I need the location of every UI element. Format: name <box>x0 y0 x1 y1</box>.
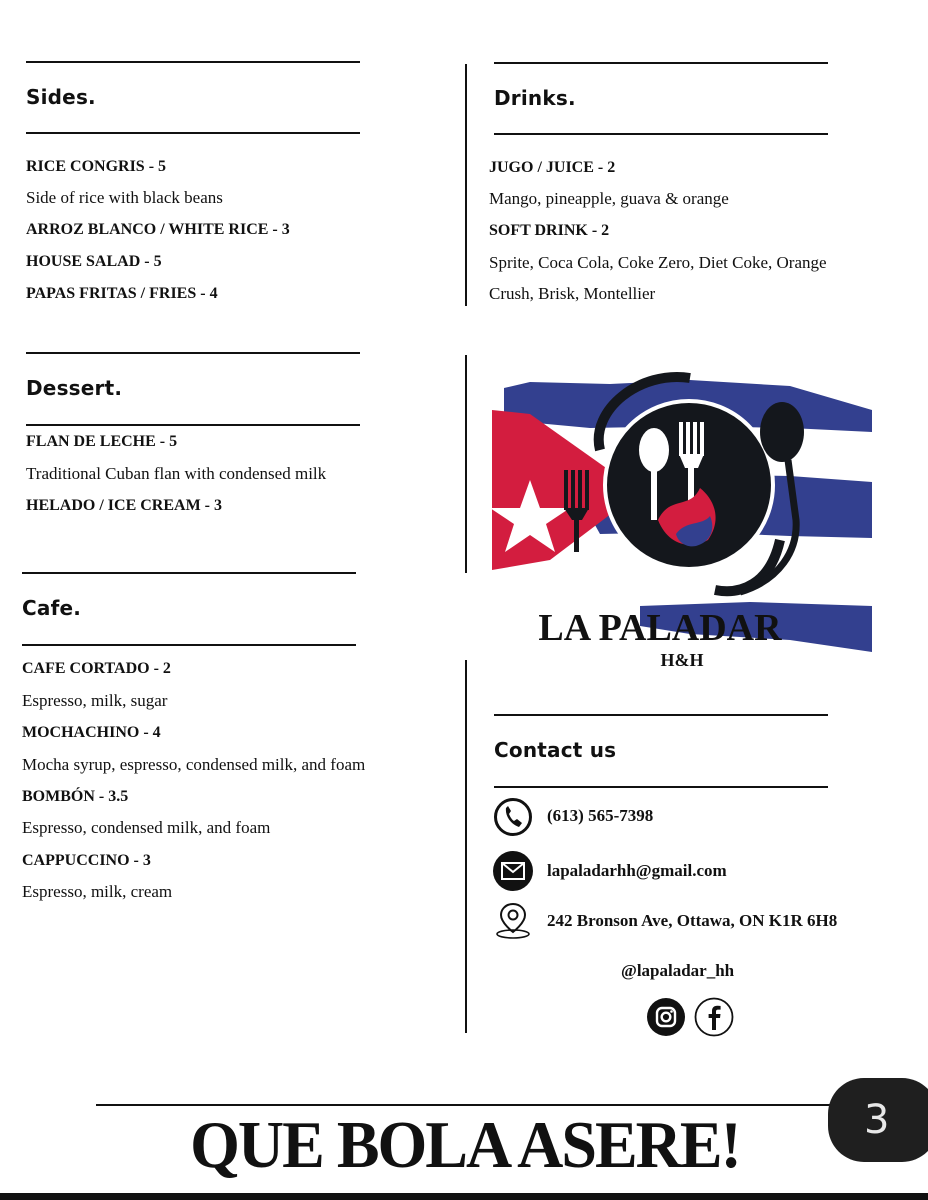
contact-email[interactable]: lapaladarhh@gmail.com <box>547 861 727 880</box>
contact-phone[interactable]: (613) 565-7398 <box>547 806 654 825</box>
inner-spoon-icon <box>639 428 669 472</box>
column-divider <box>465 64 467 306</box>
menu-item-name: PAPAS FRITAS / FRIES - 4 <box>26 285 218 302</box>
menu-item-description: Espresso, condensed milk, and foam <box>22 818 271 837</box>
menu-item-name: SOFT DRINK - 2 <box>489 222 610 239</box>
phone-icon <box>493 797 533 837</box>
menu-item-description: Espresso, milk, sugar <box>22 691 168 710</box>
menu-item-description: Espresso, milk, cream <box>22 882 173 901</box>
instagram-icon[interactable] <box>646 997 686 1037</box>
page-number-badge: 3 <box>828 1078 928 1162</box>
bottom-bar <box>0 1193 928 1200</box>
drinks-heading: Drinks. <box>494 86 576 110</box>
contact-top-rule <box>494 714 828 716</box>
footer-slogan: QUE BOLA ASERE! <box>190 1107 740 1182</box>
la-paladar-logo <box>490 370 875 670</box>
menu-item-description: Mango, pineapple, guava & orange <box>489 189 729 208</box>
dessert-bottom-rule <box>26 424 360 426</box>
dessert-heading: Dessert. <box>26 376 123 400</box>
menu-item-name: JUGO / JUICE - 2 <box>489 159 616 176</box>
contact-bottom-rule <box>494 786 828 788</box>
spoon-icon <box>760 402 804 462</box>
contact-heading: Contact us <box>494 738 617 762</box>
menu-item-name: CAFE CORTADO - 2 <box>22 660 171 677</box>
facebook-icon[interactable] <box>694 997 734 1037</box>
menu-item-name: ARROZ BLANCO / WHITE RICE - 3 <box>26 221 290 238</box>
menu-item-name: CAPPUCCINO - 3 <box>22 852 151 869</box>
column-divider <box>465 355 467 573</box>
menu-item-description: Crush, Brisk, Montellier <box>489 284 656 303</box>
cafe-heading: Cafe. <box>22 596 82 620</box>
menu-item-description: Traditional Cuban flan with condensed milk <box>26 464 327 483</box>
cafe-top-rule <box>22 572 356 574</box>
menu-item-description: Sprite, Coca Cola, Coke Zero, Diet Coke, Orange <box>489 253 827 272</box>
column-divider <box>465 660 467 1033</box>
menu-item-name: FLAN DE LECHE - 5 <box>26 433 178 450</box>
drinks-bottom-rule <box>494 133 828 135</box>
menu-item-name: MOCHACHINO - 4 <box>22 724 161 741</box>
cafe-bottom-rule <box>22 644 356 646</box>
sides-heading: Sides. <box>26 85 96 109</box>
menu-item-name: HOUSE SALAD - 5 <box>26 253 162 270</box>
sides-top-rule <box>26 61 360 63</box>
logo-name: LA PALADAR <box>538 607 782 649</box>
dessert-top-rule <box>26 352 360 354</box>
menu-item-name: RICE CONGRIS - 5 <box>26 158 167 175</box>
contact-address[interactable]: 242 Bronson Ave, Ottawa, ON K1R 6H8 <box>547 911 838 930</box>
sides-bottom-rule <box>26 132 360 134</box>
email-icon <box>493 851 533 891</box>
logo-subtitle: H&H <box>660 650 704 670</box>
location-pin-icon <box>493 900 533 940</box>
drinks-top-rule <box>494 62 828 64</box>
menu-item-description: Side of rice with black beans <box>26 188 223 207</box>
menu-item-description: Mocha syrup, espresso, condensed milk, and foam <box>22 755 366 774</box>
menu-item-name: HELADO / ICE CREAM - 3 <box>26 497 223 514</box>
social-handle[interactable]: @lapaladar_hh <box>621 961 735 980</box>
menu-item-name: BOMBÓN - 3.5 <box>22 788 129 805</box>
